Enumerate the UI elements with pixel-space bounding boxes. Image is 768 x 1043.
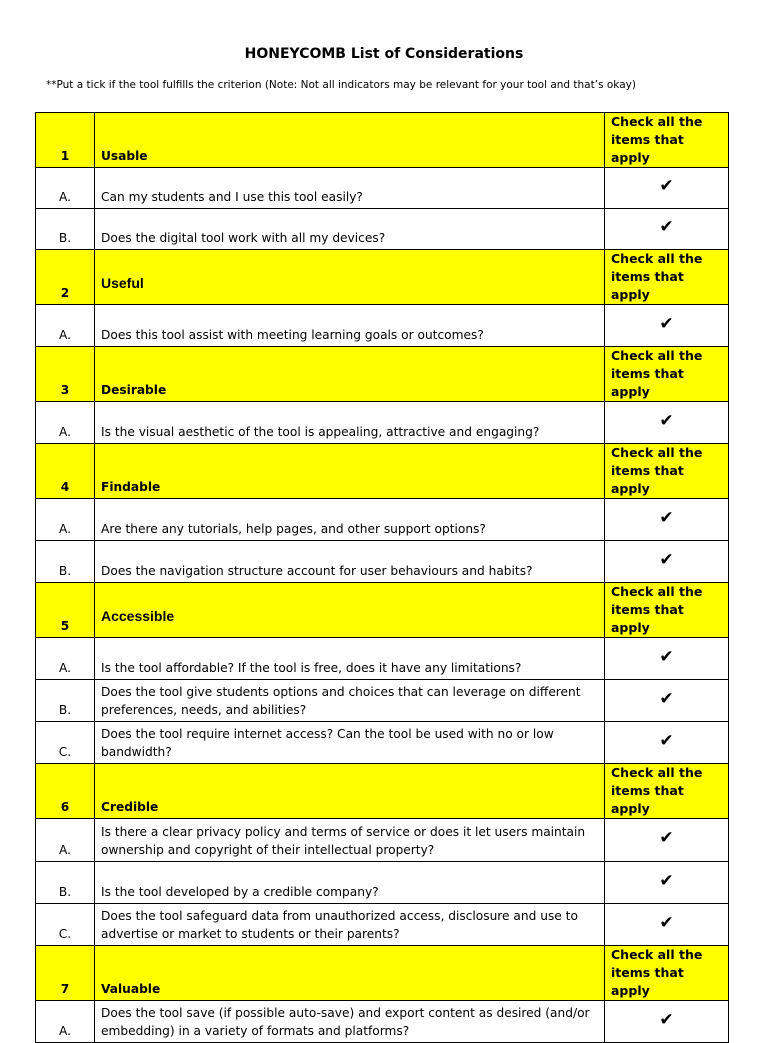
criterion-row xyxy=(36,638,729,680)
criterion-question: Does the tool require internet access? Can the tool be used with no or low bandwidth? xyxy=(95,722,605,764)
section-header-row xyxy=(36,764,729,819)
section-number: 2 xyxy=(36,250,95,305)
criterion-letter: A. xyxy=(36,1001,95,1043)
criterion-question: Does this tool assist with meeting learning goals or outcomes? xyxy=(95,305,605,347)
section-label: Credible xyxy=(95,764,605,819)
check-instruction: Check all the items that apply xyxy=(605,250,729,305)
checkmark-icon[interactable]: ✔ xyxy=(605,638,729,680)
criterion-letter: B. xyxy=(36,209,95,250)
criterion-letter: A. xyxy=(36,499,95,541)
criterion-letter: C. xyxy=(36,722,95,764)
checkmark-icon[interactable]: ✔ xyxy=(605,541,729,583)
considerations-table xyxy=(35,112,729,1043)
instruction-note: **Put a tick if the tool fulfills the criterion (Note: Not all indicators may be relevant for your tool and that’s okay) xyxy=(46,79,636,91)
check-instruction: Check all the items that apply xyxy=(605,583,729,638)
section-number: 6 xyxy=(36,764,95,819)
criterion-letter: A. xyxy=(36,638,95,680)
criterion-letter: A. xyxy=(36,168,95,209)
section-header-row xyxy=(36,113,729,168)
check-instruction: Check all the items that apply xyxy=(605,347,729,402)
checkmark-icon[interactable]: ✔ xyxy=(605,209,729,250)
check-instruction: Check all the items that apply xyxy=(605,113,729,168)
check-instruction: Check all the items that apply xyxy=(605,764,729,819)
checkmark-icon[interactable]: ✔ xyxy=(605,168,729,209)
section-header-row xyxy=(36,946,729,1001)
section-label: Useful xyxy=(95,250,605,305)
check-instruction: Check all the items that apply xyxy=(605,946,729,1001)
criterion-letter: A. xyxy=(36,305,95,347)
checkmark-icon[interactable]: ✔ xyxy=(605,819,729,862)
criterion-question: Does the navigation structure account for user behaviours and habits? xyxy=(95,541,605,583)
criterion-question: Is the tool developed by a credible company? xyxy=(95,862,605,904)
criterion-question: Does the digital tool work with all my devices? xyxy=(95,209,605,250)
section-header-row xyxy=(36,347,729,402)
section-header-row xyxy=(36,583,729,638)
section-number: 7 xyxy=(36,946,95,1001)
criterion-question: Is the visual aesthetic of the tool is appealing, attractive and engaging? xyxy=(95,402,605,444)
section-number: 3 xyxy=(36,347,95,402)
criterion-row xyxy=(36,680,729,722)
criterion-row xyxy=(36,819,729,862)
check-instruction: Check all the items that apply xyxy=(605,444,729,499)
criterion-row xyxy=(36,904,729,946)
criterion-row xyxy=(36,541,729,583)
criterion-row xyxy=(36,305,729,347)
checkmark-icon[interactable]: ✔ xyxy=(605,904,729,946)
criterion-letter: B. xyxy=(36,680,95,722)
criterion-question: Does the tool safeguard data from unauthorized access, disclosure and use to advertise or market to students or their parents? xyxy=(95,904,605,946)
section-label: Valuable xyxy=(95,946,605,1001)
criterion-question: Are there any tutorials, help pages, and other support options? xyxy=(95,499,605,541)
criterion-letter: A. xyxy=(36,819,95,862)
criterion-letter: B. xyxy=(36,862,95,904)
criterion-row xyxy=(36,499,729,541)
criterion-row xyxy=(36,402,729,444)
checkmark-icon[interactable]: ✔ xyxy=(605,680,729,722)
criterion-row xyxy=(36,722,729,764)
section-number: 4 xyxy=(36,444,95,499)
criterion-letter: A. xyxy=(36,402,95,444)
criterion-question: Is the tool affordable? If the tool is free, does it have any limitations? xyxy=(95,638,605,680)
criterion-question: Does the tool give students options and choices that can leverage on different preferences, needs, and abilities? xyxy=(95,680,605,722)
criterion-row xyxy=(36,1001,729,1043)
criterion-row xyxy=(36,168,729,209)
section-header-row xyxy=(36,444,729,499)
section-number: 5 xyxy=(36,583,95,638)
section-label: Usable xyxy=(95,113,605,168)
criterion-question: Does the tool save (if possible auto-save) and export content as desired (and/or embedding) in a variety of formats and platforms? xyxy=(95,1001,605,1043)
section-label: Desirable xyxy=(95,347,605,402)
criterion-question: Is there a clear privacy policy and terms of service or does it let users maintain ownership and copyright of their intellectual property? xyxy=(95,819,605,862)
criterion-row xyxy=(36,862,729,904)
section-number: 1 xyxy=(36,113,95,168)
checkmark-icon[interactable]: ✔ xyxy=(605,402,729,444)
checkmark-icon[interactable]: ✔ xyxy=(605,722,729,764)
criterion-letter: B. xyxy=(36,541,95,583)
criterion-letter: C. xyxy=(36,904,95,946)
section-label: Accessible xyxy=(95,583,605,638)
checkmark-icon[interactable]: ✔ xyxy=(605,1001,729,1043)
section-header-row xyxy=(36,250,729,305)
checkmark-icon[interactable]: ✔ xyxy=(605,305,729,347)
checkmark-icon[interactable]: ✔ xyxy=(605,862,729,904)
criterion-row xyxy=(36,209,729,250)
section-label: Findable xyxy=(95,444,605,499)
document-title: HONEYCOMB List of Considerations xyxy=(244,46,524,62)
checkmark-icon[interactable]: ✔ xyxy=(605,499,729,541)
criterion-question: Can my students and I use this tool easily? xyxy=(95,168,605,209)
